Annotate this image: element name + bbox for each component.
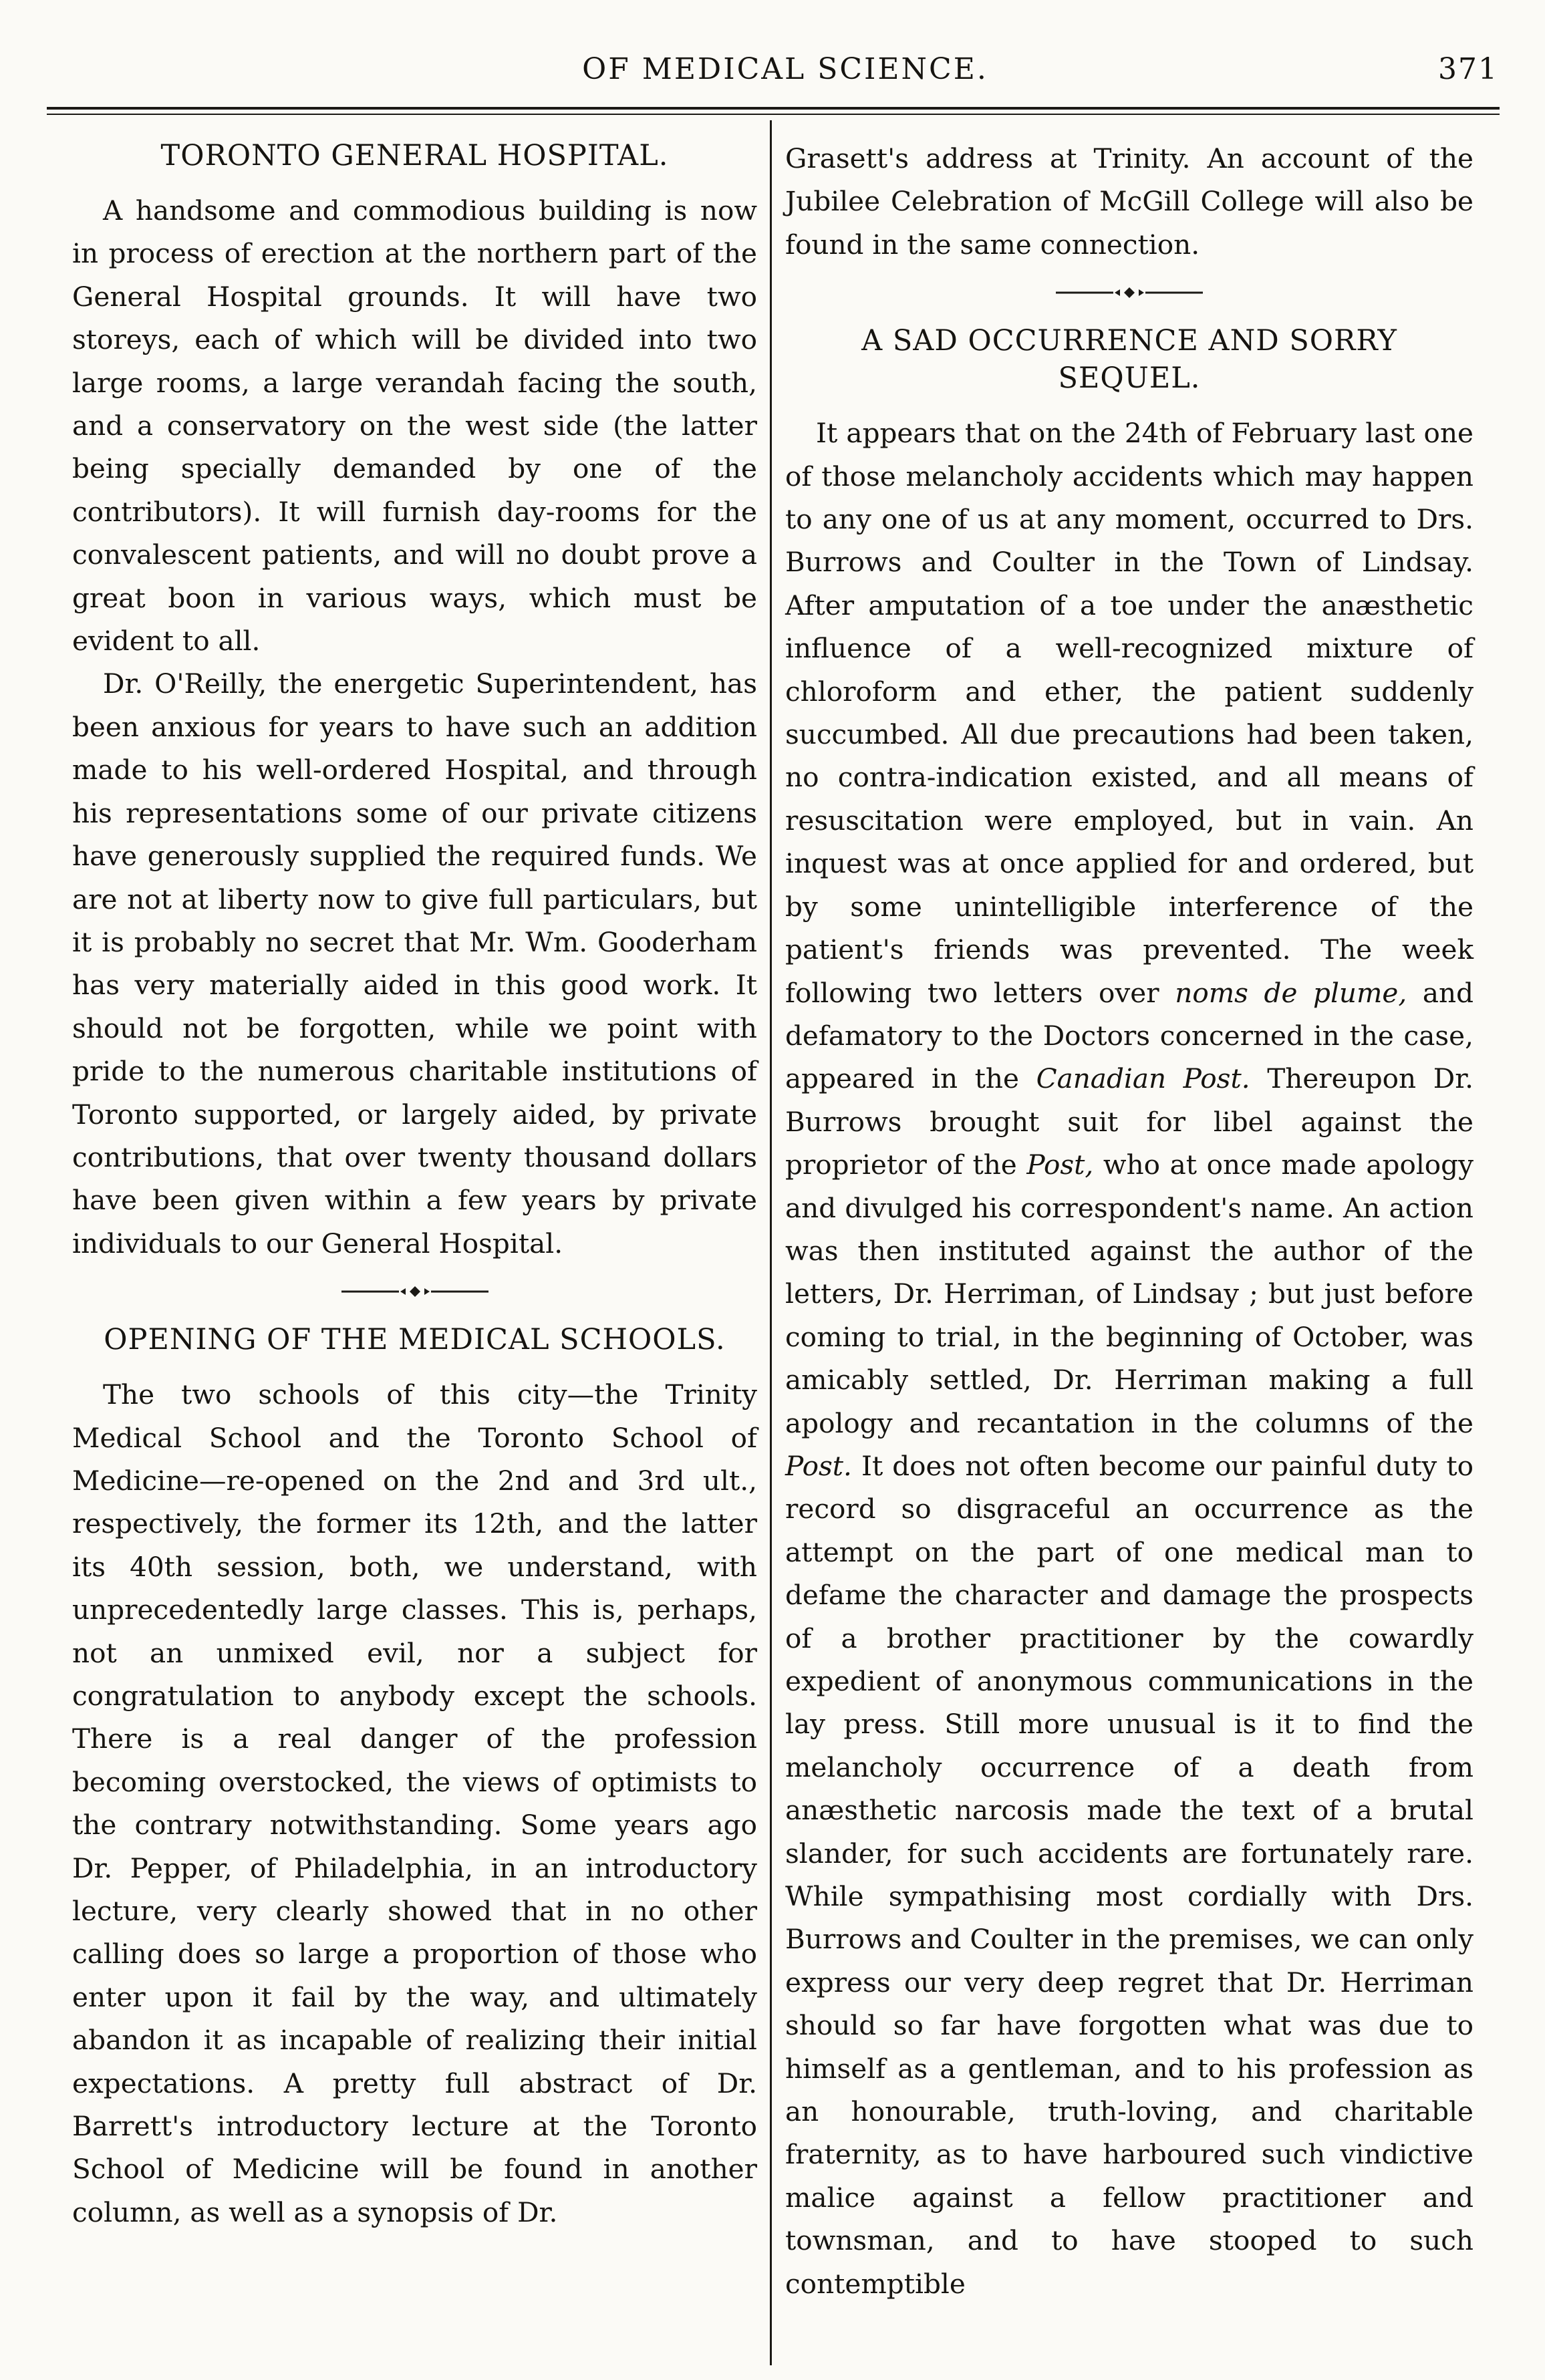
article-heading: OPENING OF THE MEDICAL SCHOOLS. [104, 1323, 726, 1357]
paragraph-text: who at once made apology and divulged his correspondent's name. An action was then instituted against the author of the letters, Dr. Herriman, of Lindsay ; but just before coming to trial, in the beginning of October, was amicably settled, Dr. Herriman making a full apology and recantation in the columns of the [785, 1149, 1473, 1439]
article-heading-line2: SEQUEL. [1058, 361, 1201, 396]
header-rule-thin [47, 114, 1500, 115]
italic-phrase: Canadian Post. [1036, 1062, 1250, 1095]
running-head-title: OF MEDICAL SCIENCE. [582, 52, 988, 86]
column-divider [770, 120, 772, 2365]
article-opening-medical-schools [72, 1321, 757, 2234]
section-ornament-icon [1056, 286, 1203, 299]
paragraph-text: It does not often become our painful duty to record so disgraceful an occurrence as the attempt on the part of one medical man to defame the character and damage the prospects of a brother practitioner by the cowardly expedient of anonymous communications in the lay press. Still more unusual is it to find the melancholy occurrence of a death from anæsthetic narcosis made the text of a brutal slander, for such accidents are fortunately rare. While sympathising most cordially with Drs. Burrows and Coulter in the premises, we can only express our very deep regret that Dr. Herriman should so far have forgotten what was due to himself as a gentleman, and to his profession as an honourable, truth-loving, and charitable fraternity, as to have harboured such vindictive malice against a fellow practitioner and townsman, and to have stooped to such contemptible [785, 1449, 1473, 2300]
article-heading: TORONTO GENERAL HOSPITAL. [160, 139, 669, 172]
right-column [785, 137, 1473, 2305]
running-head [72, 52, 1498, 92]
article-paragraph: A handsome and commodious building is now in process of erection at the northern part of the General Hospital grounds. It will have two storeys, each of which will be divided into two large rooms, a large verandah facing the south, and a conservatory on the west side (the latter being specially demanded by one of the contributors). It will furnish day-rooms for the convalescent patients, and will no doubt prove a great boon in various ways, which must be evident to all. [72, 194, 757, 657]
article-paragraph: The two schools of this city—the Trinity Medical School and the Toronto School of Medicine—re-opened on the 2nd and 3rd ult., respectively, the former its 12th, and the latter its 40th session, both, we understand, with unprecedentedly large classes. This is, perhaps, not an unmixed evil, nor a subject for congratulation to anybody except the schools. There is a real danger of the profession becoming overstocked, the views of optimists to the contrary notwithstanding. Some years ago Dr. Pepper, of Philadelphia, in an introductory lecture, very clearly showed that in no other calling does so large a proportion of those who enter upon it fail by the way, and ultimately abandon it as incapable of realizing their initial expectations. A pretty full abstract of Dr. Barrett's introductory lecture at the Toronto School of Medicine will be found in another column, as well as a synopsis of Dr. [72, 1378, 757, 2228]
article-sad-occurrence [785, 322, 1473, 2305]
article-paragraph: Dr. O'Reilly, the energetic Superintendent, has been anxious for years to have such an addition made to his well-ordered Hospital, and through his representations some of our private citizens have generously supplied the required funds. We are not at liberty now to give full particulars, but it is probably no secret that Mr. Wm. Gooderham has very materially aided in this good work. It should not be forgotten, while we point with pride to the numerous charitable institutions of Toronto supported, or largely aided, by private contributions, that over twenty thousand dollars have been given within a few years by private individuals to our General Hospital. [72, 667, 757, 1259]
paragraph-text: and defamatory to the Doctors concerned in the case, appeared in the [785, 976, 1473, 1095]
left-column [72, 137, 757, 2234]
paragraph-text: Thereupon Dr. Burrows brought suit for libel against the proprietor of the [785, 1062, 1473, 1181]
section-ornament-icon [341, 1285, 488, 1298]
page-number: 371 [1438, 52, 1498, 86]
italic-phrase: noms de plume, [1175, 976, 1407, 1009]
article-paragraph [785, 412, 1473, 2305]
header-rule-thick [47, 107, 1500, 110]
italic-phrase: Post, [1026, 1149, 1094, 1181]
article-heading [785, 322, 1473, 397]
article-toronto-general-hospital [72, 137, 757, 1265]
article-heading-line1: A SAD OCCURRENCE AND SORRY [861, 324, 1397, 358]
paragraph-text: It appears that on the 24th of February last one of those melancholy accidents which may happen to any one of us at any moment, occurred to Drs. Burrows and Coulter in the Town of Lindsay. After amputation of a toe under the anæsthetic influence of a well-recognized mixture of chloroform and ether, the patient suddenly succumbed. All due precautions had been taken, no contra-indication existed, and all means of resuscitation were employed, but in vain. An inquest was at once applied for and ordered, but by some unintelligible interference of the patient's friends was prevented. The week following two letters over [785, 417, 1473, 1009]
italic-phrase: Post. [785, 1449, 852, 1482]
continued-paragraph: Grasett's address at Trinity. An account of the Jubilee Celebration of McGill College will also be found in the same connection. [785, 142, 1473, 261]
